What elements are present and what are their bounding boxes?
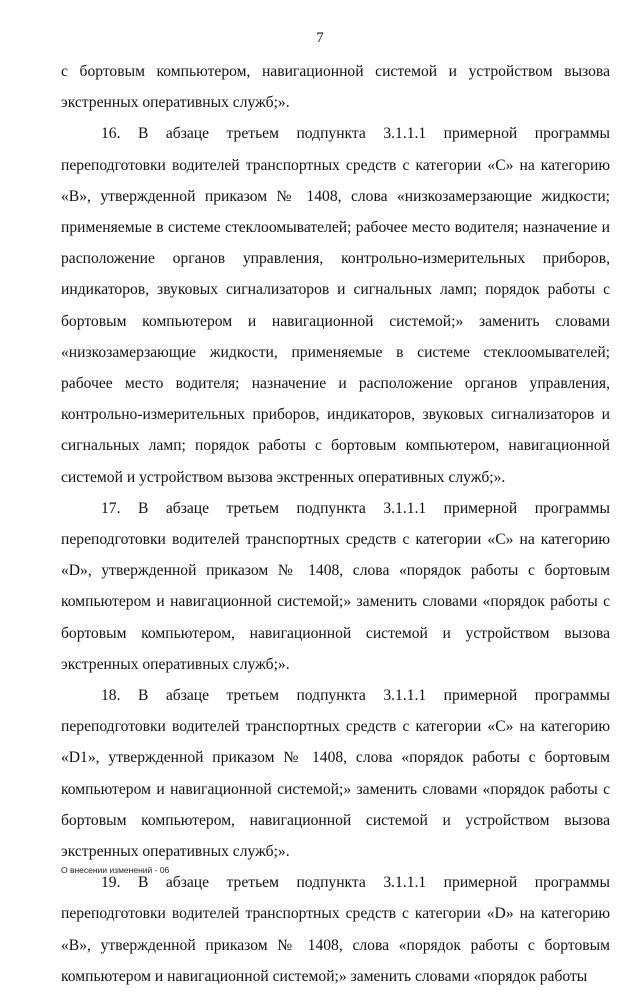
paragraph-item-18: 18. В абзаце третьем подпункта 3.1.1.1 примерной программы переподготовки водителей транспортных средств с категории «С» на категорию «D1», утвержденной приказом № 1408, слова «порядок работы с бортовым компьютером и навигационной системой;» заменить словами «порядок работы с бортовым компьютером, навигационной системой и устройством вызова экстренных оперативных служб;». — [61, 687, 610, 861]
page-number: 7 — [316, 30, 324, 46]
paragraph-item-17: 17. В абзаце третьем подпункта 3.1.1.1 примерной программы переподготовки водителей транспортных средств с категории «С» на категорию «D», утвержденной приказом № 1408, слова «порядок работы с бортовым компьютером и навигационной системой;» заменить словами «порядок работы с бортовым компьютером, навигационной системой и устройством вызова экстренных оперативных служб;». — [61, 499, 610, 673]
paragraph-item-16: 16. В абзаце третьем подпункта 3.1.1.1 примерной программы переподготовки водителей транспортных средств с категории «С» на категорию «В», утвержденной приказом № 1408, слова «низкозамерзающие жидкости; применяемые в системе стеклоомывателей; рабочее место водителя; назначение и расположение органов управления, контрольно-измерительных приборов, индикаторов, звуковых сигнализаторов и сигнальных ламп; порядок работы с бортовым компьютером и навигационной системой;» заменить словами «низкозамерзающие жидкости, применяемые в системе стеклоомывателей; рабочее место водителя; назначение и расположение органов управления, контрольно-измерительных приборов, индикаторов, звуковых сигнализаторов и сигнальных ламп; порядок работы с бортовым компьютером, навигационной системой и устройством вызова экстренных оперативных служб;». — [61, 125, 610, 486]
paragraph-continuation: с бортовым компьютером, навигационной системой и устройством вызова экстренных оперативных служб;». — [61, 63, 610, 112]
footer-note: О внесении изменений - 06 — [61, 865, 170, 875]
paragraph-item-19: 19. В абзаце третьем подпункта 3.1.1.1 примерной программы переподготовки водителей транспортных средств с категории «D» на категорию «В», утвержденной приказом № 1408, слова «порядок работы с бортовым компьютером и навигационной системой;» заменить словами «порядок работы — [61, 874, 610, 985]
document-body — [61, 56, 610, 992]
